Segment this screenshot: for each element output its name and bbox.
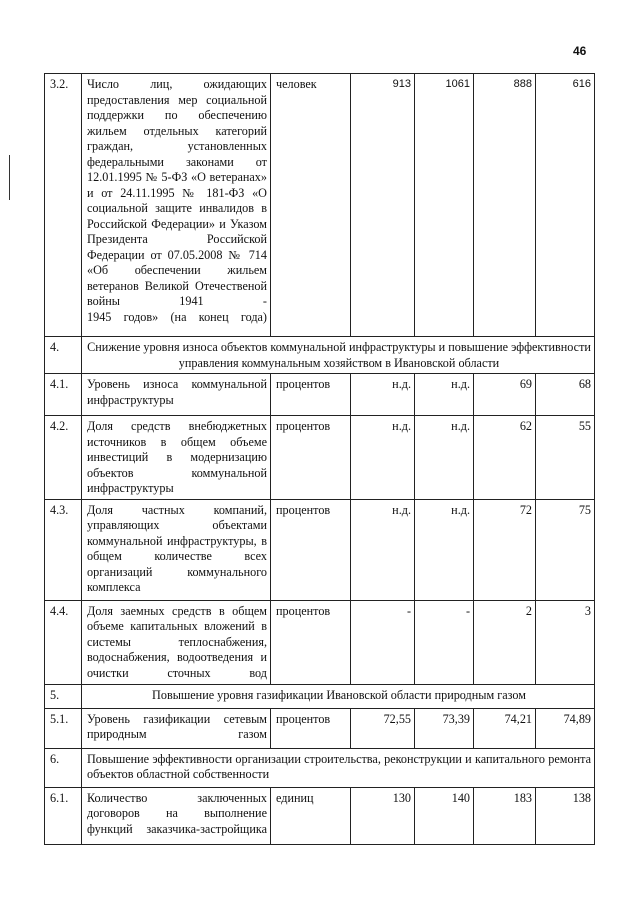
value-v3: 888: [474, 74, 536, 337]
table-row: [45, 600, 595, 684]
value-v1: н.д.: [351, 374, 415, 416]
row-number: 4.3.: [45, 499, 82, 600]
value-v2: н.д.: [415, 416, 474, 500]
indicator-text-end: очистки сточных вод: [87, 665, 267, 680]
indicator-text: Число лиц, ожидающих предоставления мер социальной поддержки по обеспечению жильем отдельных категорий граждан, установленных федеральными законами от 12.01.1995 № 5-ФЗ «О ветеранах» и от 24.11.1995 № 181-ФЗ «О социальной защите инвалидов в Российской Федерации» и Указом Президента Российской Федерации от 07.05.2008 № 714 «Об обеспечении жильем ветеранов Великой Отечественой войны 1941 -: [87, 77, 267, 308]
value-v4: 616: [536, 74, 595, 337]
value-v3: 69: [474, 374, 536, 416]
value-v1: 913: [351, 74, 415, 337]
value-v1: -: [351, 600, 415, 684]
indicator-text: Количество заключенных договоров на выполнение: [87, 790, 267, 820]
indicator-text-end: природным газом: [87, 727, 267, 741]
unit: процентов: [271, 600, 351, 684]
row-number: 4.1.: [45, 374, 82, 416]
value-v2: н.д.: [415, 499, 474, 600]
table-row: [45, 787, 595, 844]
indicator-text-end: 1945 годов» (на конец года): [87, 309, 267, 324]
indicator-name: [82, 416, 271, 500]
row-number: 6.1.: [45, 787, 82, 844]
indicator-text: Доля заемных средств в общем объеме капитальных вложений в системы теплоснабжения, водоснабжения, водоотведения и: [87, 603, 267, 664]
table-row: [45, 74, 595, 337]
indicator-text: Доля частных компаний, управляющих объектами коммунальной инфраструктуры, в общем количестве всех организаций коммунального: [87, 502, 267, 579]
value-v3: 2: [474, 600, 536, 684]
page-number: 46: [573, 44, 587, 58]
value-v3: 74,21: [474, 708, 536, 748]
value-v3: 183: [474, 787, 536, 844]
value-v1: н.д.: [351, 416, 415, 500]
unit: единиц: [271, 787, 351, 844]
indicator-text-end: комплекса: [87, 580, 141, 594]
value-v3: 72: [474, 499, 536, 600]
section-title: Повышение эффективности организации строительства, реконструкции и капитального ремонта объектов областной собственности: [82, 748, 595, 787]
value-v4: 74,89: [536, 708, 595, 748]
table-row: [45, 374, 595, 416]
row-number: 5.: [45, 684, 82, 708]
value-v1: 130: [351, 787, 415, 844]
row-number: 4.2.: [45, 416, 82, 500]
row-number: 3.2.: [45, 74, 82, 337]
value-v1: 72,55: [351, 708, 415, 748]
unit: процентов: [271, 708, 351, 748]
value-v4: 68: [536, 374, 595, 416]
indicator-name: [82, 499, 271, 600]
value-v2: н.д.: [415, 374, 474, 416]
section-title: Повышение уровня газификации Ивановской области природным газом: [82, 684, 595, 708]
section-row: [45, 748, 595, 787]
indicator-name: [82, 708, 271, 748]
value-v3: 62: [474, 416, 536, 500]
unit: человек: [271, 74, 351, 337]
row-number: 6.: [45, 748, 82, 787]
unit: процентов: [271, 499, 351, 600]
value-v2: 140: [415, 787, 474, 844]
table-row: [45, 416, 595, 500]
value-v2: 73,39: [415, 708, 474, 748]
value-v4: 55: [536, 416, 595, 500]
row-number: 5.1.: [45, 708, 82, 748]
indicator-text: Уровень газификации сетевым: [87, 711, 267, 726]
value-v4: 138: [536, 787, 595, 844]
indicator-name: [82, 787, 271, 844]
indicators-table: [44, 73, 595, 845]
indicator-name: [82, 74, 271, 337]
indicator-name: [82, 600, 271, 684]
table-row: [45, 708, 595, 748]
row-number: 4.4.: [45, 600, 82, 684]
value-v4: 75: [536, 499, 595, 600]
unit: процентов: [271, 416, 351, 500]
section-row: [45, 337, 595, 374]
value-v4: 3: [536, 600, 595, 684]
indicator-text-end: инфраструктуры: [87, 481, 174, 495]
row-number: 4.: [45, 337, 82, 374]
indicator-text: Доля средств внебюджетных источников в общем объеме инвестиций в модернизацию объектов коммунальной: [87, 419, 267, 480]
indicator-name: [82, 374, 271, 416]
unit: процентов: [271, 374, 351, 416]
value-v2: -: [415, 600, 474, 684]
indicator-text-end: функций заказчика-застройщика: [87, 821, 267, 836]
indicator-text-end: инфраструктуры: [87, 392, 174, 407]
section-title: Снижение уровня износа объектов коммунальной инфраструктуры и повышение эффективности управления коммунальным хозяйством в Ивановской области: [82, 337, 595, 374]
value-v1: н.д.: [351, 499, 415, 600]
table-row: [45, 499, 595, 600]
section-row: [45, 684, 595, 708]
margin-mark: [9, 155, 10, 200]
indicator-text: Уровень износа коммунальной: [87, 377, 267, 391]
value-v2: 1061: [415, 74, 474, 337]
